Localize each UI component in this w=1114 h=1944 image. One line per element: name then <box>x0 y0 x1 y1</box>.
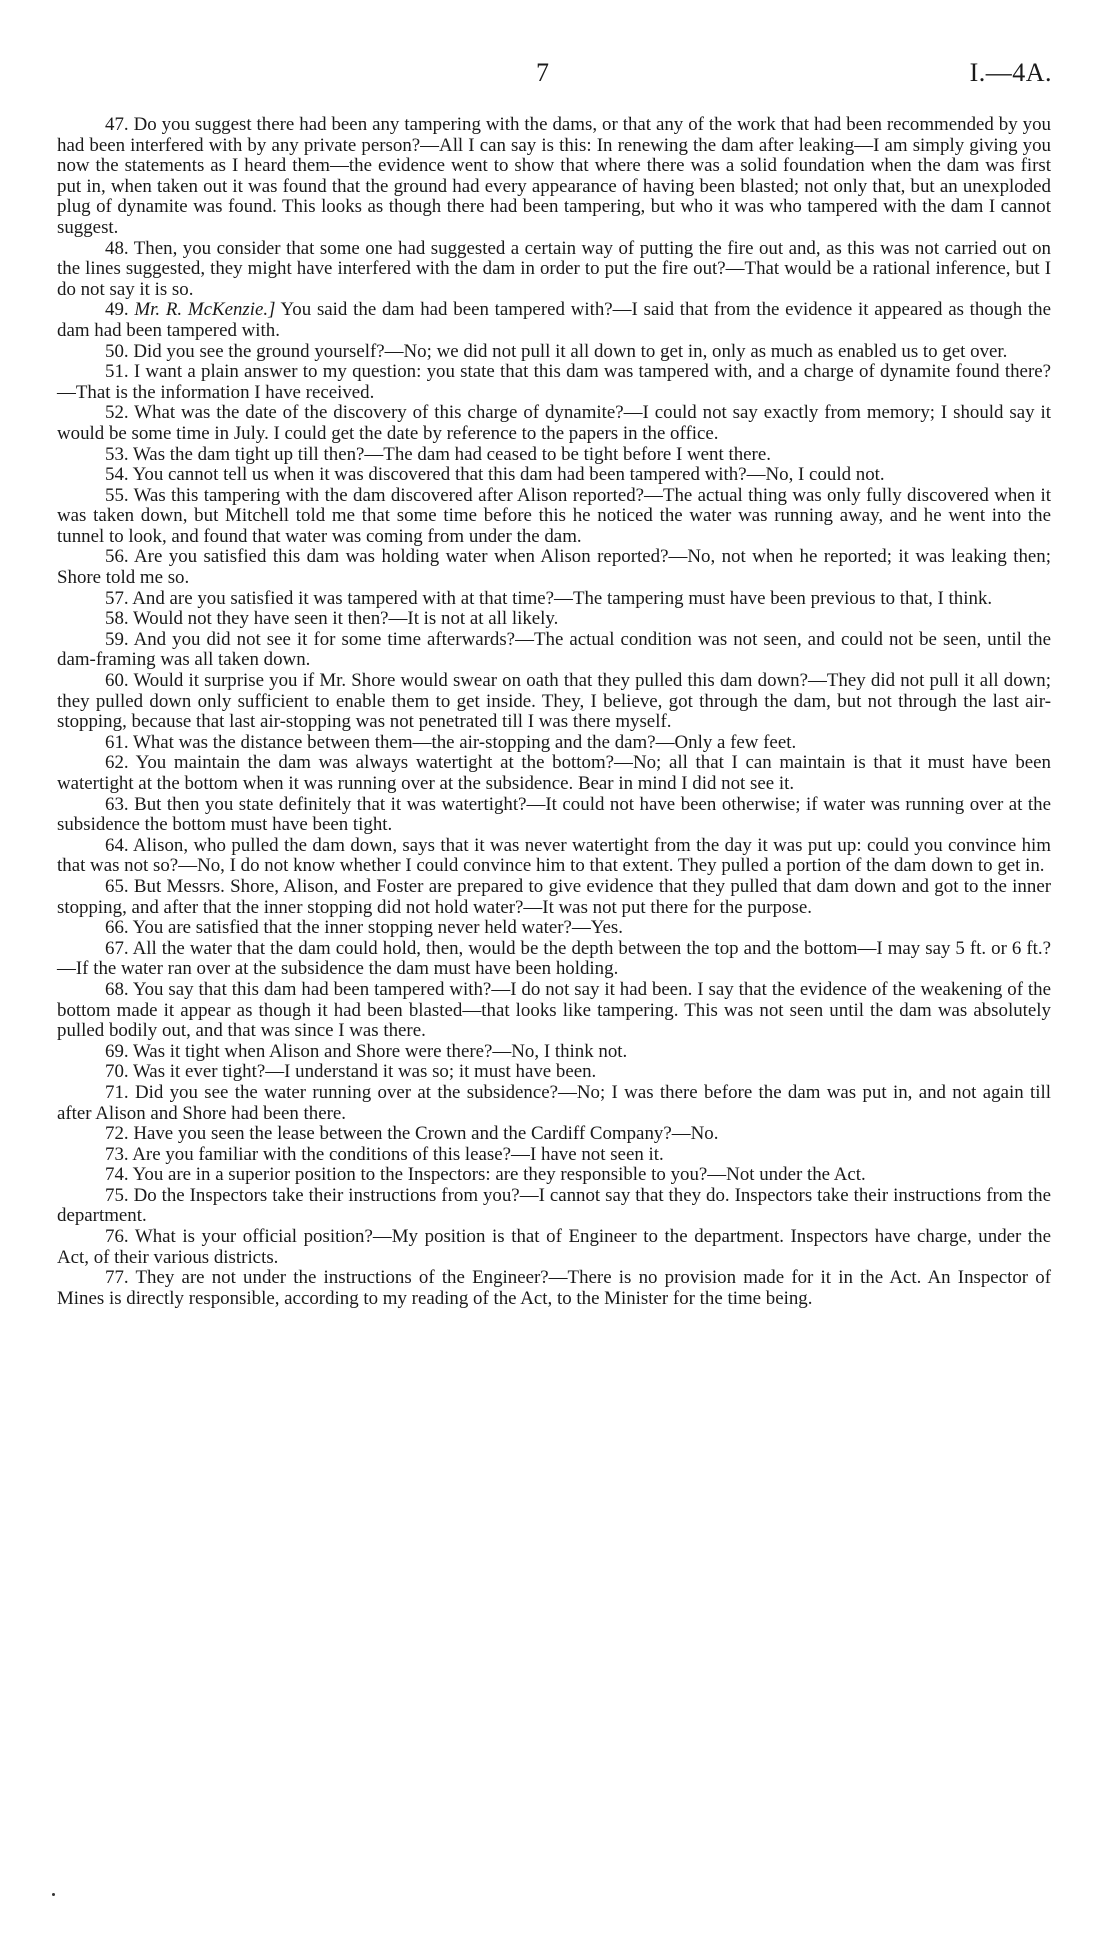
paragraph: 68. You say that this dam had been tampered with?—I do not say it had been. I say that the evidence of the weakening of the bottom made it appear as though it had been blasted—that looks like tampering. This was not seen until the dam was absolutely pulled bodily out, and that was since I was there. <box>57 978 1051 1042</box>
speaker-label: Mr. R. McKenzie.] <box>134 299 276 321</box>
paragraph: 57. And are you satisfied it was tampered with at that time?—The tampering must have been previous to that, I think. <box>105 587 993 609</box>
paragraph: 72. Have you seen the lease between the Crown and the Cardiff Company?—No. <box>105 1123 719 1145</box>
page-number: 7 <box>536 58 549 87</box>
question-number: 49. <box>105 299 129 321</box>
paragraph: 55. Was this tampering with the dam discovered after Alison reported?—The actual thing was only fully discovered when it was taken down, but Mitchell told me that some time before this he noticed the water was running away, and he went into the tunnel to look, and found that water was coming from under the dam. <box>57 484 1051 547</box>
paragraph: 75. Do the Inspectors take their instructions from you?—I cannot say that they do. Inspectors take their instructions from the department. <box>57 1184 1051 1227</box>
paragraph: 49. Mr. R. McKenzie.] You said the dam had been tampered with?—I said that from the evidence it appeared as though the dam had been tampered with. <box>57 299 1051 341</box>
paragraph: 52. What was the date of the discovery of this charge of dynamite?—I could not say exactly from memory; I should say it would be some time in July. I could get the date by reference to the papers in the office. <box>57 402 1051 444</box>
paragraph: 60. Would it surprise you if Mr. Shore would swear on oath that they pulled this dam down?—They did not pull it all down; they pulled down only sufficient to enable them to get inside. They, I believe, got through the dam, but not through the last air-stopping, because that last air-stopping was not penetrated till I was there myself. <box>57 670 1051 733</box>
paragraph: 54. You cannot tell us when it was discovered that this dam had been tampered with?—No, I could not. <box>105 464 885 486</box>
paragraph: 73. Are you familiar with the conditions of this lease?—I have not seen it. <box>105 1143 664 1165</box>
paragraph: 63. But then you state definitely that it was watertight?—It could not have been otherwise; if water was running over at the subsidence the bottom must have been tight. <box>57 793 1051 836</box>
paragraph: 53. Was the dam tight up till then?—The dam had ceased to be tight before I went there. <box>105 443 771 465</box>
paragraph: 47. Do you suggest there had been any tampering with the dams, or that any of the work that had been recommended by you had been interfered with by any private person?—All I can say is this: In renewing the dam after leaking—I am simply giving you now the statements as I heard them—the evidence went to show that where there was a solid foundation when the dam was first put in, when taken out it was found that the ground had every appearance of having been blasted; not only that, but an unexploded plug of dynamite was found. This looks as though there had been tampering, but who it was who tampered with the dam I cannot suggest. <box>57 114 1051 238</box>
paragraph: 77. They are not under the instructions of the Engineer?—There is no provision made for it in the Act. An Inspector of Mines is directly responsible, according to my reading of the Act, to the Minister for the time being. <box>57 1267 1051 1309</box>
paragraph: 56. Are you satisfied this dam was holding water when Alison reported?—No, not when he reported; it was leaking then; Shore told me so. <box>57 546 1051 589</box>
paragraph: 64. Alison, who pulled the dam down, says that it was never watertight from the day it was put up: could you convince him that was not so?—No, I do not know whether I could convince him to that extent. They pulled a portion of the dam down to get in. <box>57 834 1051 877</box>
paragraph: 69. Was it tight when Alison and Shore were there?—No, I think not. <box>105 1040 628 1062</box>
page-header <box>0 58 1114 98</box>
paragraph: 62. You maintain the dam was always watertight at the bottom?—No; all that I can maintain is that it must have been watertight at the bottom when it was running over at the subsidence. Bear in mind I did not see it. <box>57 752 1051 794</box>
document-reference: I.—4A. <box>969 58 1052 87</box>
paragraph: 66. You are satisfied that the inner stopping never held water?—Yes. <box>105 917 623 939</box>
paragraph: 65. But Messrs. Shore, Alison, and Foster are prepared to give evidence that they pulled that dam down and got to the inner stopping, and after that the inner stopping did not hold water?—It was not put there for the purpose. <box>57 875 1051 918</box>
paragraph: 59. And you did not see it for some time afterwards?—The actual condition was not seen, and could not be seen, until the dam-framing was all taken down. <box>57 628 1051 671</box>
paragraph: 70. Was it ever tight?—I understand it was so; it must have been. <box>105 1061 597 1083</box>
paragraph: 61. What was the distance between them—the air-stopping and the dam?—Only a few feet. <box>105 731 797 753</box>
paragraph: 51. I want a plain answer to my question: you state that this dam was tampered with, and a charge of dynamite found there?—That is the information I have received. <box>57 361 1051 403</box>
paragraph: 50. Did you see the ground yourself?—No; we did not pull it all down to get in, only as much as enabled us to get over. <box>105 340 1008 362</box>
paragraph: 58. Would not they have seen it then?—It is not at all likely. <box>105 608 559 630</box>
paragraph: 71. Did you see the water running over at the subsidence?—No; I was there before the dam was put in, and not again till after Alison and Shore had been there. <box>57 1081 1051 1124</box>
document-body <box>57 115 1051 1309</box>
print-speck <box>52 1893 55 1896</box>
paragraph: 74. You are in a superior position to the Inspectors: are they responsible to you?—Not under the Act. <box>105 1164 866 1186</box>
paragraph: 48. Then, you consider that some one had suggested a certain way of putting the fire out and, as this was not carried out on the lines suggested, they might have interfered with the dam in order to put the fire out?—That would be a rational inference, but I do not say it is so. <box>57 237 1051 300</box>
paragraph: 67. All the water that the dam could hold, then, would be the depth between the top and the bottom—I may say 5 ft. or 6 ft.?—If the water ran over at the subsidence the dam must have been holding. <box>57 937 1051 980</box>
paragraph: 76. What is your official position?—My position is that of Engineer to the department. Inspectors have charge, under the Act, of their various districts. <box>57 1226 1051 1268</box>
